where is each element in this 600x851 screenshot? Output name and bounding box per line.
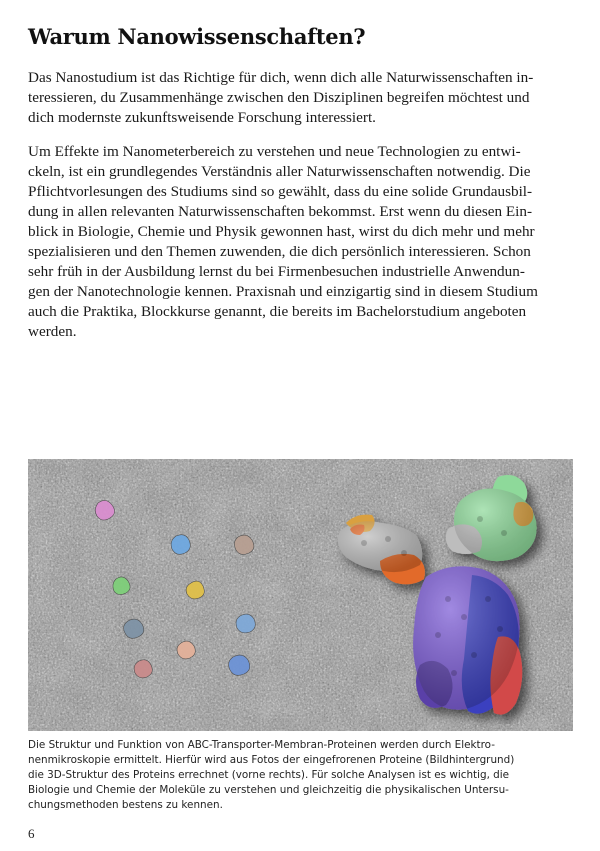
page-number: 6 (28, 826, 35, 841)
text-line: Um Effekte im Nanometerbereich zu verstehen und neue Technologien zu entwi- (28, 143, 521, 160)
text-line: blick in Biologie, Chemie und Physik gewonnen hast, wirst du dich mehr und mehr (28, 223, 535, 240)
text-line: dung in allen relevanten Naturwissenschaften bekommst. Erst wenn du diesen Ein- (28, 203, 533, 220)
figure-caption (28, 738, 576, 813)
text-line: gen der Nanotechnologie kennen. Praxisnah und einzigartig sind in diesem Studium (28, 283, 538, 300)
caption-line: chungsmethoden bestens zu kennen. (28, 799, 223, 811)
text-line: spezialisieren und den Themen zuwenden, die dich persönlich interessieren. Schon (28, 243, 531, 260)
text-line: werden. (28, 323, 77, 340)
caption-line: nenmikroskopie ermittelt. Hierfür wird aus Fotos der eingefrorenen Proteine (Bildhintergrund) (28, 754, 515, 766)
text-line: dich modernste zukunftsweisende Forschung interessiert. (28, 109, 376, 126)
text-line: ckeln, ist ein grundlegendes Verständnis aller Naturwissenschaften notwendig. Die (28, 163, 531, 180)
page-heading: Warum Nanowissenschaften? (28, 24, 366, 49)
caption-line: Biologie und Chemie der Moleküle zu verstehen und gleichzeitig die physikalischen Untersu- (28, 784, 509, 796)
body-paragraph (28, 142, 574, 342)
intro-paragraph (28, 68, 574, 128)
caption-line: die 3D-Struktur des Proteins errechnet (vorne rechts). Für solche Analysen ist es wichtig, die (28, 769, 510, 781)
caption-line: Die Struktur und Funktion von ABC-Transporter-Membran-Proteinen werden durch Elektro- (28, 739, 495, 751)
text-line: auch die Praktika, Blockkurse genannt, die bereits im Bachelorstudium angeboten (28, 303, 527, 320)
text-line: Das Nanostudium ist das Richtige für dich, wenn dich alle Naturwissenschaften in- (28, 69, 534, 86)
text-line: Pflichtvorlesungen des Studiums sind so gewählt, dass du eine solide Grundausbil- (28, 183, 533, 200)
text-line: sehr früh in der Ausbildung lernst du bei Firmenbesuchen industrielle Anwendun- (28, 263, 525, 280)
text-line: teressieren, du Zusammenhänge zwischen den Disziplinen begreifen möchtest und (28, 89, 530, 106)
protein-micrograph-image (28, 459, 573, 731)
